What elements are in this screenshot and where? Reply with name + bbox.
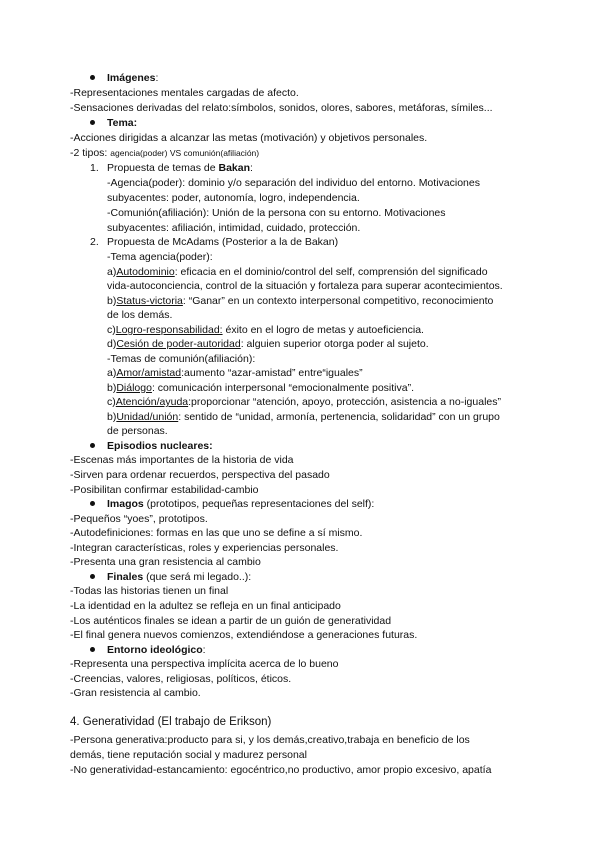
generatividad-line: demás, tiene reputación social y madurez personal <box>70 749 307 761</box>
tema-tipos: -2 tipos: agencia(poder) VS comunión(afiliación) <box>70 147 260 159</box>
tema-item1-line: -Comunión(afiliación): Unión de la persona con su entorno. Motivaciones <box>107 207 446 219</box>
agencia-b: b)Status-victoria: “Ganar” en un contexto interpersonal competitivo, reconocimiento <box>107 295 494 307</box>
comunion-a: a)Amor/amistad:aumento “azar-amistad” entre“iguales” <box>107 367 363 379</box>
imagos-heading: Imagos (prototipos, pequeñas representaciones del self): <box>90 497 374 511</box>
generatividad-line: -No generatividad-estancamiento: egocéntrico,no productivo, amor propio excesivo, apatía <box>70 764 492 776</box>
imagos-line: -Pequeños “yoes”, prototipos. <box>70 513 208 525</box>
agencia-c: c)Logro-responsabilidad: éxito en el logro de metas y autoeficiencia. <box>107 324 424 336</box>
entorno-line: -Gran resistencia al cambio. <box>70 687 201 699</box>
tema-item2-title: Propuesta de McAdams (Posterior a la de Bakan) <box>107 236 339 248</box>
tema-item2-num: 2. <box>90 236 99 248</box>
tema-item1-line: subyacentes: afiliación, intimidad, cuidado, protección. <box>107 222 361 234</box>
imagenes-heading: Imágenes: <box>90 71 158 85</box>
bullet-icon <box>90 574 95 579</box>
tema-line: -Acciones dirigidas a alcanzar las metas (motivación) y objetivos personales. <box>70 132 428 144</box>
generatividad-line: -Persona generativa:producto para si, y los demás,creativo,trabaja en beneficio de los <box>70 734 470 746</box>
agencia-heading: -Tema agencia(poder): <box>107 251 213 263</box>
imagenes-line: -Sensaciones derivadas del relato:símbolos, sonidos, olores, sabores, metáforas, símiles... <box>70 102 493 114</box>
comunion-heading: -Temas de comunión(afiliación): <box>107 353 256 365</box>
bullet-icon <box>90 120 95 125</box>
agencia-a: a)Autodominio: eficacia en el dominio/control del self, comprensión del significado <box>107 266 488 278</box>
finales-line: -El final genera nuevos comienzos, extendiéndose a generaciones futuras. <box>70 629 418 641</box>
comunion-c: c)Atención/ayuda:proporcionar “atención, apoyo, protección, asistencia a no-iguales” <box>107 396 501 408</box>
tema-item1-line: -Agencia(poder): dominio y/o separación del individuo del entorno. Motivaciones <box>107 177 480 189</box>
comunion-b: b)Diálogo: comunicación interpersonal “emocionalmente positiva”. <box>107 382 414 394</box>
comunion-d: b)Unidad/unión: sentido de “unidad, armonía, pertenencia, solidaridad” con un grupo <box>107 411 500 423</box>
imagos-line: -Integran características, roles y experiencias personales. <box>70 542 339 554</box>
tema-item1-title: Propuesta de temas de Bakan: <box>107 162 253 174</box>
entorno-heading: Entorno ideológico: <box>90 643 206 657</box>
tema-item1-num: 1. <box>90 162 99 174</box>
comunion-d-cont: de personas. <box>107 425 168 437</box>
entorno-line: -Representa una perspectiva implícita acerca de lo bueno <box>70 658 339 670</box>
entorno-line: -Creencias, valores, religiosas, políticos, éticos. <box>70 673 292 685</box>
imagos-line: -Presenta una gran resistencia al cambio <box>70 556 261 568</box>
finales-heading: Finales (que será mi legado..): <box>90 570 251 584</box>
imagenes-line: -Representaciones mentales cargadas de afecto. <box>70 87 299 99</box>
episodios-line: -Sirven para ordenar recuerdos, perspectiva del pasado <box>70 469 330 481</box>
tema-heading: Tema: <box>90 116 137 130</box>
episodios-heading: Episodios nucleares: <box>90 439 213 453</box>
finales-line: -La identidad en la adultez se refleja en un final anticipado <box>70 600 341 612</box>
episodios-line: -Posibilitan confirmar estabilidad-cambio <box>70 484 259 496</box>
episodios-line: -Escenas más importantes de la historia de vida <box>70 454 294 466</box>
bullet-icon <box>90 75 95 80</box>
bullet-icon <box>90 647 95 652</box>
agencia-d: d)Cesión de poder-autoridad: alguien superior otorga poder al sujeto. <box>107 338 429 350</box>
agencia-b-cont: de los demás. <box>107 309 173 321</box>
finales-line: -Todas las historias tienen un final <box>70 585 229 597</box>
bullet-icon <box>90 501 95 506</box>
generatividad-heading: 4. Generatividad (El trabajo de Erikson) <box>70 716 272 728</box>
finales-line: -Los auténticos finales se idean a partir de un guión de generatividad <box>70 615 392 627</box>
agencia-a-cont: vida-autoconciencia, control de la situación y fortaleza para superar acontecimientos. <box>107 280 503 292</box>
bullet-icon <box>90 443 95 448</box>
imagos-line: -Autodefiniciones: formas en las que uno se define a sí mismo. <box>70 527 363 539</box>
tema-item1-line: subyacentes: poder, autonomía, logro, independencia. <box>107 192 360 204</box>
